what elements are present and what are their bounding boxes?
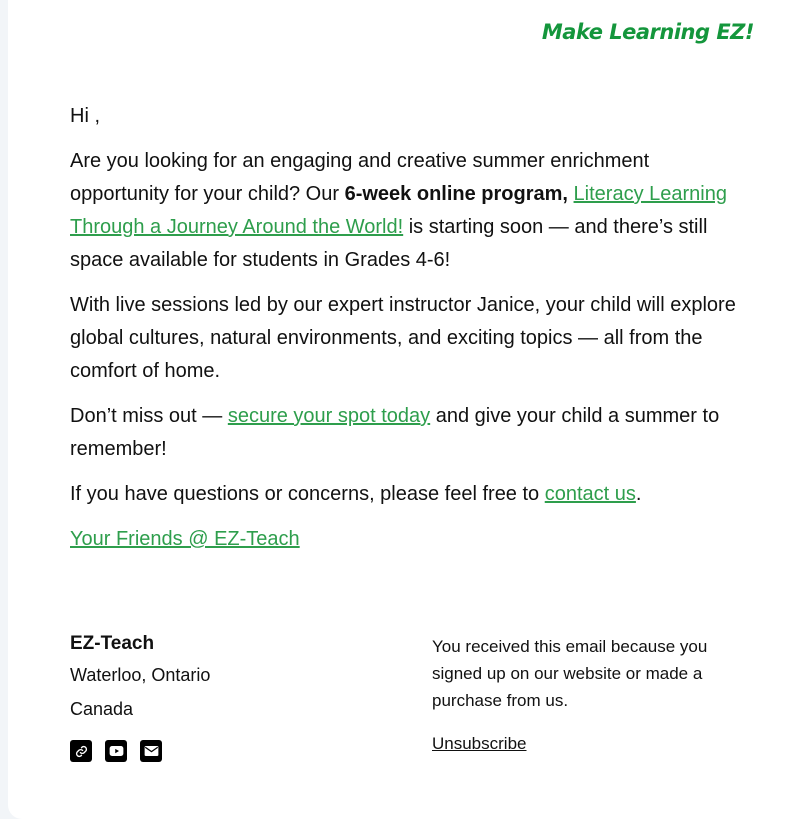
- email-card: [8, 0, 805, 819]
- email-icon[interactable]: [140, 740, 162, 762]
- footer-address: [70, 630, 370, 762]
- company-name: EZ-Teach: [70, 633, 155, 654]
- cta-lead: Don’t miss out —: [70, 405, 228, 427]
- tagline: Make Learning EZ!: [541, 20, 754, 44]
- contact-tail: .: [635, 483, 642, 505]
- link-icon[interactable]: [70, 740, 92, 762]
- cta-tail: and give your child a summer to remember!: [70, 405, 720, 460]
- youtube-icon[interactable]: [105, 740, 127, 762]
- email-header: [8, 20, 754, 44]
- social-links: [70, 740, 370, 762]
- program-length: 6-week online program,: [344, 183, 568, 205]
- email-body: [70, 100, 750, 568]
- paragraph-sessions: With live sessions led by our expert instructor Janice, your child will explore global cultures, natural environments, and exciting topics — all from the comfort of home.: [70, 294, 736, 382]
- contact-lead: If you have questions or concerns, please feel free to: [70, 483, 545, 505]
- signoff-link[interactable]: Your Friends @ EZ-Teach: [70, 528, 300, 550]
- signoff: [70, 523, 750, 556]
- footer-notice: [432, 633, 752, 757]
- company-country: Canada: [70, 699, 134, 719]
- paragraph-intro: [70, 145, 750, 277]
- intro-lead: Are you looking for an engaging and creative summer enrichment opportunity for your child? Our: [70, 150, 650, 205]
- contact-us-link[interactable]: contact us: [544, 483, 636, 505]
- paragraph-cta: [70, 400, 750, 466]
- paragraph-contact: [70, 478, 750, 511]
- program-link[interactable]: Literacy Learning Through a Journey Around the World!: [70, 183, 727, 238]
- intro-tail: is starting soon — and there’s still space available for students in Grades 4-6!: [70, 216, 708, 271]
- greeting: Hi ,: [70, 105, 100, 127]
- unsubscribe-link[interactable]: Unsubscribe: [432, 734, 527, 753]
- notice-text: You received this email because you signed up on our website or made a purchase from us.: [432, 637, 708, 710]
- company-city: Waterloo, Ontario: [70, 665, 211, 685]
- secure-spot-link[interactable]: secure your spot today: [227, 405, 431, 427]
